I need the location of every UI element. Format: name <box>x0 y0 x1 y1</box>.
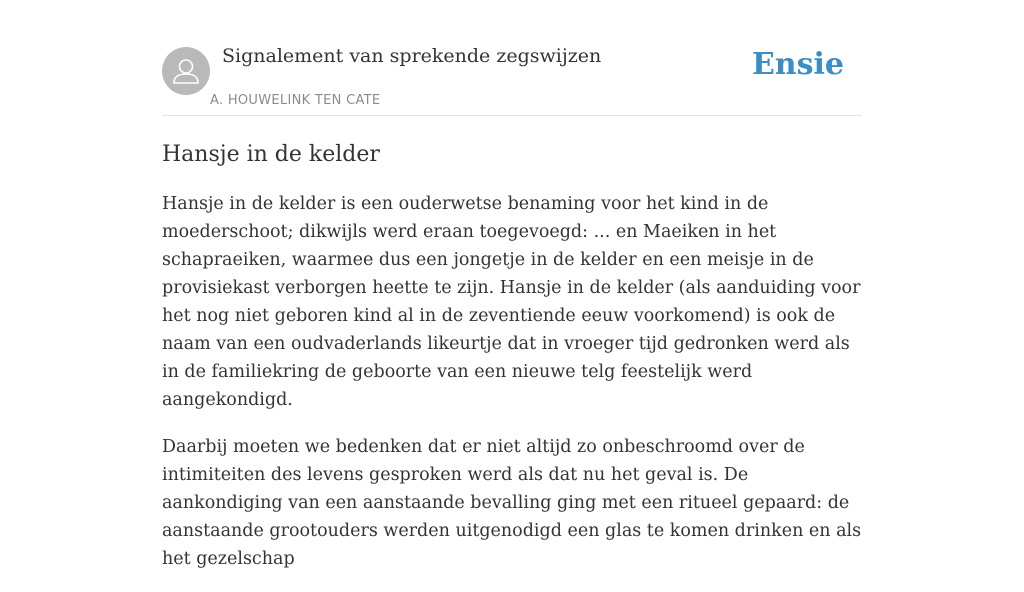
article-title: Hansje in de kelder <box>162 142 380 167</box>
book-title[interactable]: Signalement van sprekende zegswijzen <box>222 45 602 67</box>
ensie-logo[interactable]: Ensie <box>751 47 844 82</box>
author-name[interactable]: A. HOUWELINK TEN CATE <box>210 93 381 108</box>
user-icon <box>162 47 210 95</box>
article-body <box>162 190 862 573</box>
avatar[interactable] <box>162 47 210 95</box>
content-column <box>162 0 862 592</box>
paragraph: Daarbij moeten we bedenken dat er niet altijd zo onbeschroomd over de intimiteiten des levens gesproken werd als dat nu het geval is. De aankondiging van een aanstaande bevalling ging met een ritueel gepaard: de aanstaande grootouders werden uitgenodigd een glas te komen drinken en als het gezelschap <box>162 437 862 569</box>
paragraph: Hansje in de kelder is een ouderwetse benaming voor het kind in de moederschoot; dikwijls werd eraan toegevoegd: ... en Maeiken in het schapraeiken, waarmee dus een jongetje in de kelder en een meisje in de provisiekast verborgen heette te zijn. Hansje in de kelder (als aanduiding voor het nog niet geboren kind al in de zeventiende eeuw voorkomend) is ook de naam van een oudvaderlands likeurtje dat in vroeger tijd gedronken werd als in de familiekring de geboorte van een nieuwe telg feestelijk werd aangekondigd. <box>162 194 861 410</box>
header <box>162 0 862 116</box>
